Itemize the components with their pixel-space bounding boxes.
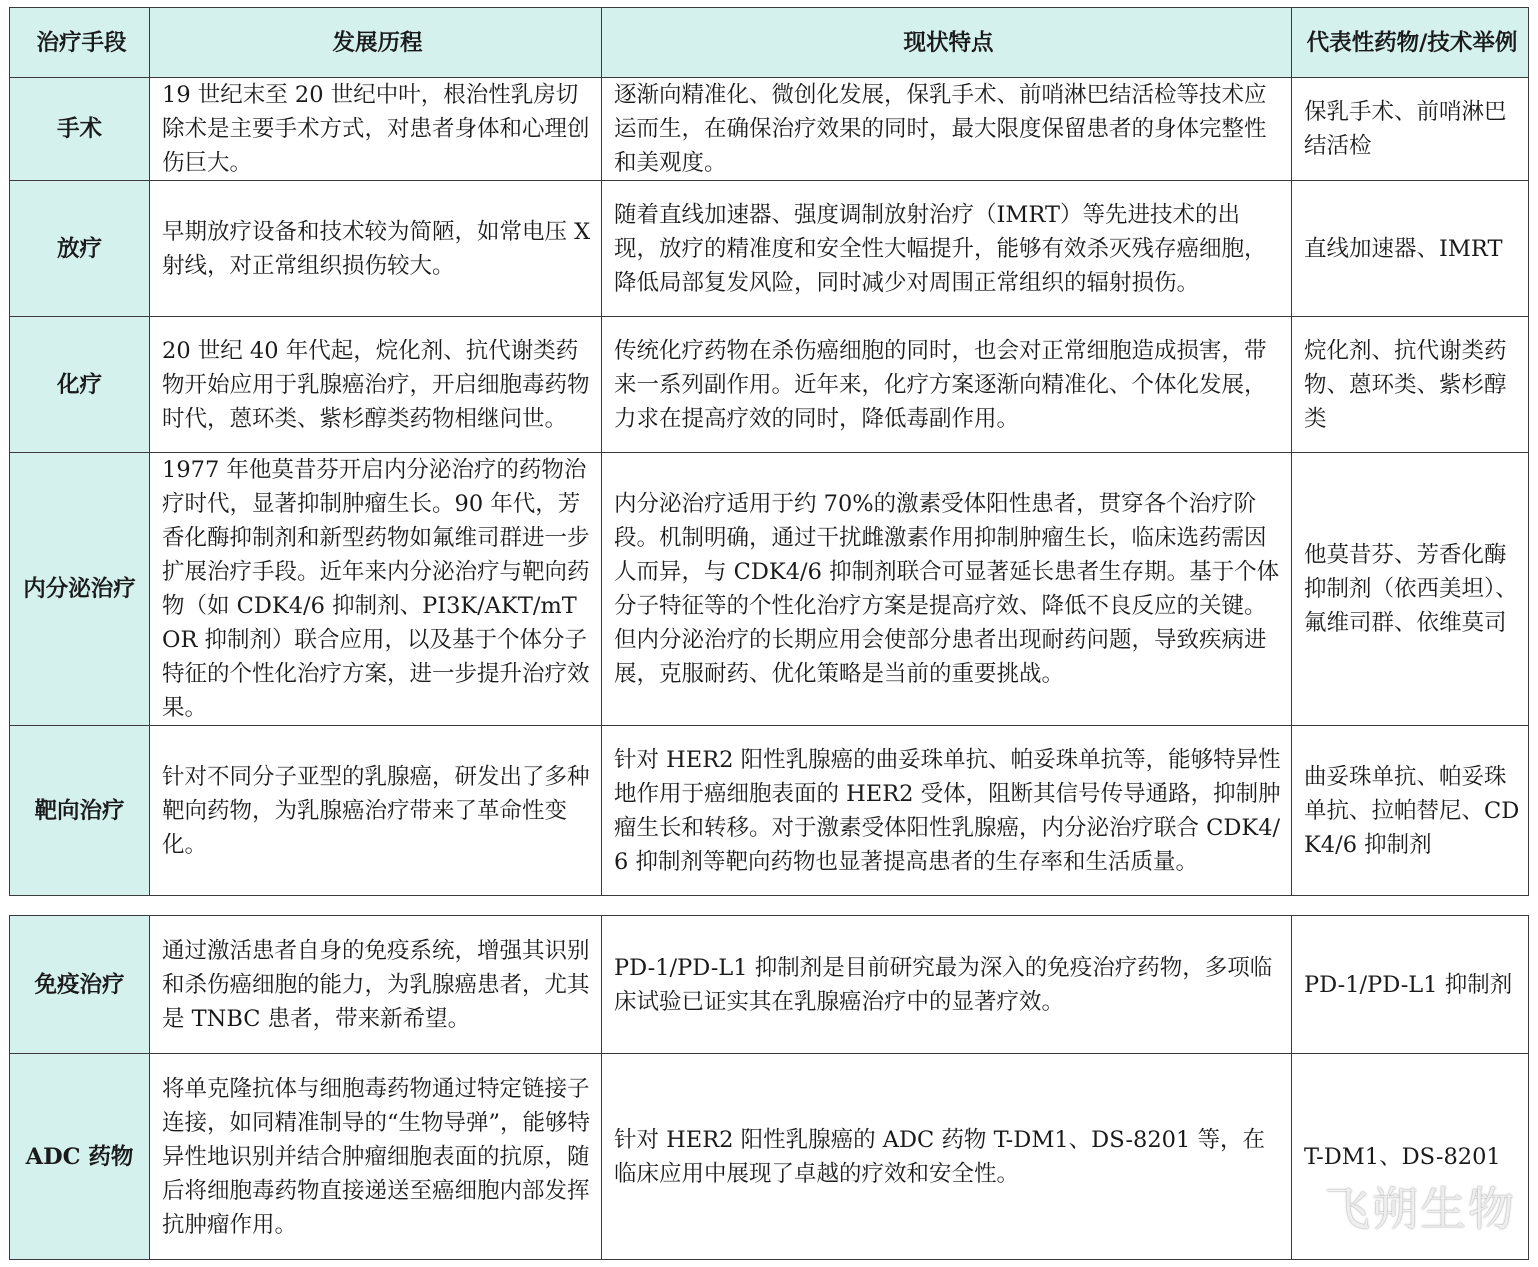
history-cell: 通过激活患者自身的免疫系统，增强其识别和杀伤癌细胞的能力，为乳腺癌患者，尤其是 TNBC 患者，带来新希望。 xyxy=(150,916,602,1054)
status-cell: 针对 HER2 阳性乳腺癌的 ADC 药物 T-DM1、DS-8201 等，在临床应用中展现了卓越的疗效和安全性。 xyxy=(602,1054,1292,1260)
examples-cell: 直线加速器、IMRT xyxy=(1292,181,1529,317)
header-method: 治疗手段 xyxy=(10,8,150,78)
treatment-table-continued xyxy=(9,915,1529,1260)
method-cell: 靶向治疗 xyxy=(10,726,150,896)
table-row xyxy=(10,726,1529,896)
header-status: 现状特点 xyxy=(602,8,1292,78)
examples-cell: 烷化剂、抗代谢类药物、蒽环类、紫杉醇类 xyxy=(1292,317,1529,453)
header-history: 发展历程 xyxy=(150,8,602,78)
examples-cell: T-DM1、DS-8201 xyxy=(1292,1054,1529,1260)
status-cell: 内分泌治疗适用于约 70%的激素受体阳性患者，贯穿各个治疗阶段。机制明确，通过干扰雌激素作用抑制肿瘤生长，临床选药需因人而异，与 CDK4/6 抑制剂联合可显著延长患者生存期。基于个体分子特征等的个性化治疗方案是提高疗效、降低不良反应的关键。但内分泌治疗的长期应用会使部分患者出现耐药问题，导致疾病进展，克服耐药、优化策略是当前的重要挑战。 xyxy=(602,453,1292,726)
status-cell: 随着直线加速器、强度调制放射治疗（IMRT）等先进技术的出现，放疗的精准度和安全性大幅提升，能够有效杀灭残存癌细胞，降低局部复发风险，同时减少对周围正常组织的辐射损伤。 xyxy=(602,181,1292,317)
history-cell: 19 世纪末至 20 世纪中叶，根治性乳房切除术是主要手术方式，对患者身体和心理创伤巨大。 xyxy=(150,78,602,181)
status-cell: 针对 HER2 阳性乳腺癌的曲妥珠单抗、帕妥珠单抗等，能够特异性地作用于癌细胞表面的 HER2 受体，阻断其信号传导通路，抑制肿瘤生长和转移。对于激素受体阳性乳腺癌，内分泌治疗联合 CDK4/6 抑制剂等靶向药物也显著提高患者的生存率和生活质量。 xyxy=(602,726,1292,896)
examples-cell: 曲妥珠单抗、帕妥珠单抗、拉帕替尼、CDK4/6 抑制剂 xyxy=(1292,726,1529,896)
history-cell: 针对不同分子亚型的乳腺癌，研发出了多种靶向药物，为乳腺癌治疗带来了革命性变化。 xyxy=(150,726,602,896)
method-cell: 内分泌治疗 xyxy=(10,453,150,726)
treatment-table xyxy=(9,7,1529,896)
status-cell: 逐渐向精准化、微创化发展，保乳手术、前哨淋巴结活检等技术应运而生，在确保治疗效果的同时，最大限度保留患者的身体完整性和美观度。 xyxy=(602,78,1292,181)
status-cell: 传统化疗药物在杀伤癌细胞的同时，也会对正常细胞造成损害，带来一系列副作用。近年来，化疗方案逐渐向精准化、个体化发展，力求在提高疗效的同时，降低毒副作用。 xyxy=(602,317,1292,453)
table-row xyxy=(10,181,1529,317)
method-cell: 化疗 xyxy=(10,317,150,453)
examples-cell: 他莫昔芬、芳香化酶抑制剂（依西美坦）、氟维司群、依维莫司 xyxy=(1292,453,1529,726)
examples-cell: PD-1/PD-L1 抑制剂 xyxy=(1292,916,1529,1054)
method-cell: 放疗 xyxy=(10,181,150,317)
header-examples: 代表性药物/技术举例 xyxy=(1292,8,1529,78)
method-cell: ADC 药物 xyxy=(10,1054,150,1260)
history-cell: 1977 年他莫昔芬开启内分泌治疗的药物治疗时代，显著抑制肿瘤生长。90 年代，芳香化酶抑制剂和新型药物如氟维司群进一步扩展治疗手段。近年来内分泌治疗与靶向药物（如 CDK4/6 抑制剂、PI3K/AKT/mTOR 抑制剂）联合应用，以及基于个体分子特征的个性化治疗方案，进一步提升治疗效果。 xyxy=(150,453,602,726)
table-row xyxy=(10,317,1529,453)
examples-cell: 保乳手术、前哨淋巴结活检 xyxy=(1292,78,1529,181)
table-row xyxy=(10,916,1529,1054)
status-cell: PD-1/PD-L1 抑制剂是目前研究最为深入的免疫治疗药物，多项临床试验已证实其在乳腺癌治疗中的显著疗效。 xyxy=(602,916,1292,1054)
history-cell: 早期放疗设备和技术较为简陋，如常电压 X 射线，对正常组织损伤较大。 xyxy=(150,181,602,317)
method-cell: 手术 xyxy=(10,78,150,181)
method-cell: 免疫治疗 xyxy=(10,916,150,1054)
table-row xyxy=(10,1054,1529,1260)
table-row xyxy=(10,78,1529,181)
watermark: 飞朔生物 xyxy=(1324,1182,1516,1236)
table-row xyxy=(10,453,1529,726)
history-cell: 20 世纪 40 年代起，烷化剂、抗代谢类药物开始应用于乳腺癌治疗，开启细胞毒药物时代，蒽环类、紫杉醇类药物相继问世。 xyxy=(150,317,602,453)
history-cell: 将单克隆抗体与细胞毒药物通过特定链接子连接，如同精准制导的“生物导弹”，能够特异性地识别并结合肿瘤细胞表面的抗原，随后将细胞毒药物直接递送至癌细胞内部发挥抗肿瘤作用。 xyxy=(150,1054,602,1260)
header-row xyxy=(10,8,1529,78)
